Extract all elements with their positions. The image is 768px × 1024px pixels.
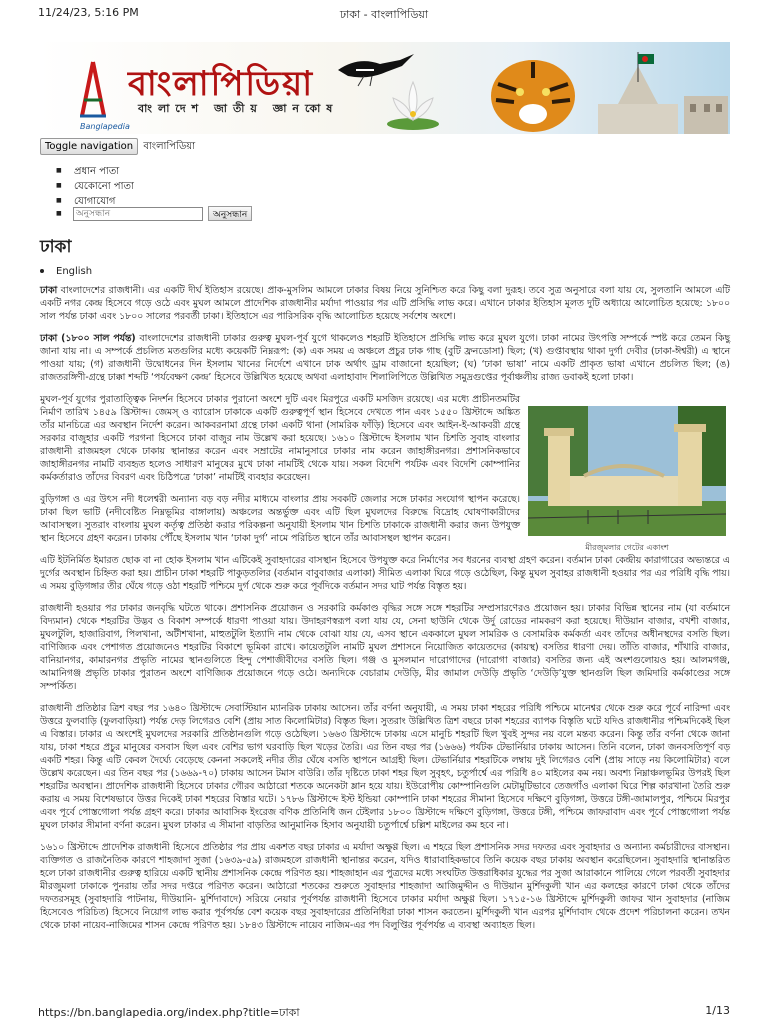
intro-text: বাংলাদেশের রাজধানী। এর একটি দীর্ঘ ইতিহাস রয়েছে। প্রাক-মুসলিম আমলে ঢাকার বিষয় নিয়ে সুনিশ্চিত করে কিছু বলা দুরূহ। তবে সুত্র অনুসারে বলা যায় যে, সুলতানি আমলে এটি একটি নগর কেন্দ্র হিসেবে গড়ে ওঠে এবং মুঘল আমলে প্রাদেশিক রাজধানীর মর্যাদা পাওয়ার পর এটি প্রসিদ্ধি লাভ করে। এখানে ঢাকার ইতিহাস মূলত দুটি অধ্যায়ে আলোচিত হয়েছে: ১৮০০ সাল পর্যন্ত ঢাকা এবং ১৮০০ সালের পরবর্তী ঢাকা। ইতিহাসে এর পারিসরিক বৃদ্ধি আলোচিত হয়েছে সর্বশেষ অংশে। [40, 285, 730, 322]
bullet-icon [40, 269, 44, 273]
print-page-title: ঢাকা - বাংলাপিডিয়া [339, 8, 429, 21]
nav-item-contact[interactable]: ■ যোগাযোগ [56, 194, 134, 209]
section-paragraph [40, 332, 730, 384]
paragraph-4: রাজধানী হওয়ার পর ঢাকার জনবৃদ্ধি ঘটতে থাকে। প্রশাসনিক প্রয়োজন ও সরকারি কর্মকাণ্ড বৃদ্ধির সঙ্গে সঙ্গে শহরটির সম্প্রসারণেরও প্রয়োজন হয়। ঢাকার বিভিন্ন স্থানের নাম (যা বর্তমানে বিদ্যমান) থেকে শহরটির উদ্ভব ও বিকাশ সম্পর্কে ধারণা পাওয়া যায়। উদাহরণস্বরূপ বলা যায় যে, সেনা ছাউনি থেকে উর্দু রোডের নামকরণ করা হয়েছে। দীউয়ান বাজার, বখশী বাজার, মুঘলটুলি, হাজারিবাগ, পিলখানা, অটীশখানা, মাহুতটুলি ইত্যাদি নাম থেকে বোঝা যায় যে, এসব স্থানে এককালে মুঘল সামরিক ও বেসামরিক কর্মকর্তা এবং তাঁদের অধীনস্থদের বসতি ছিল। বাণিজ্যিক এবং পেশাগত প্রয়োজনেও শহরটির বিকাশে ভূমিকা রাখে। কায়েতটুলি নামটি মুঘল প্রশাসনে নিয়োজিত কায়েতদের (কায়স্থ) বসতির ধারণা দেয়। তাঁতি বাজার, শাঁখারি বাজার, বানিয়ানগর, কামারনগর প্রভৃতি নামের স্থানগুলিতে হিন্দু পেশাজীবীদের বসতি ছিল। গঞ্জ ও মুসলমান দারোগাদের (দারোগা বাজার) বসতির জন্য এই অংশগুলোয়ও হয়। আলমগঞ্জ, আমানিগঞ্জ প্রভৃতি ঢাকার পুরাতন অংশে বাণিজ্যিক প্রয়োজনে গড়ে ওঠে। অন্যদিকে বেচারাম দেউড়ি, মীর জামাল দেউড়ি প্রভৃতি ‘দেউড়ি’যুক্ত স্থানগুলি ছিল জমিদারি কর্মকাণ্ডের সঙ্গে সম্পর্কিত। [40, 603, 730, 692]
banner-small-logo-text: Banglapedia [80, 122, 130, 131]
nav-menu [56, 164, 134, 209]
search-row [56, 206, 252, 221]
banglapedia-logo-icon [78, 60, 108, 120]
banner-title: বাংলাপিডিয়া [128, 64, 315, 104]
mir-jumla-gate-photo[interactable] [528, 406, 726, 536]
paragraph-6: ১৬১০ খ্রিস্টাব্দে প্রাদেশিক রাজধানী হিসেবে প্রতিষ্ঠার পর প্রায় একশত বছর ঢাকার এ মর্যাদা অক্ষুণ্ণ ছিল। এ শহরে ছিল প্রশাসনিক সদর দফতর এবং সুবাহদার ও অন্যান্য কর্মচারীদের বাসস্থান। ব্যক্তিগত ও রাজনৈতিক কারণে শাহজাদা সুজা (১৬৩৯-৫৯) রাজমহলে রাজধানী স্থানান্তর করেন, যদিও ধারাবাহিকভাবে তিনি কয়েক বছর ঢাকায় অবস্থান করেছিলেন। সুবাহদারি স্থানান্তরিত হলে ঢাকা রাজধানীর গুরুত্ব হারিয়ে একটি স্থানীয় প্রশাসনিক কেন্দ্রে পরিণত হয়। শাহজাহান এর পুত্রদের মধ্যে সংঘটিত উত্তরাধিকার যুদ্ধের পর সুজা আরাকানে পালিয়ে গেলে পরবর্তী সুবাহদার মীরজুমলা ঢাকাকে পুনরায় তাঁর সদর দপ্তরে পরিণত করেন। আঠারো শতকের শুরুতে সুবাহদার শাহজাদা আজিমুদ্দীন ও দীউয়ান মুর্শিদকুলী খান এর কলহের কারণে ঢাকা থেকে তাঁদের দফতরসমূহ (সুবাহদারি পাটনায়, দীউয়ানি- মুর্শিদাবাদে) সরিয়ে নেয়ার পূর্বপর্যন্ত রাজধানী হিসেবে ঢাকার মর্যাদা অক্ষুণ্ণ ছিল। ১৭১৫-১৬ খ্রিস্টাব্দে মুর্শিদকুলী জাফর খান সুবাহদার (নাজিম হিসেবেও পরিচিত) হিসেবে নিয়োগ লাভ করার পূর্বপর্যন্ত বেশ কয়েক বছর সুবাহদারের প্রতিনিধিরা ঢাকা শাসন করতেন। মুর্শিদকুলী খান এরপর মুর্শিদাবাদ থেকে প্রদেশ পরিচালনা করেন। তখন থেকে ঢাকা নায়েব-নাজিমের শাসন কেন্দ্রে পরিণত হয়। ১৮৪৩ খ্রিস্টাব্দে নায়েব নাজিম-এর পদ বিলুপ্তির পূর্বপর্যন্ত এ ব্যবস্থা অব্যাহত ছিল। [40, 842, 730, 931]
search-button[interactable]: অনুসন্ধান [208, 206, 252, 221]
site-name-link[interactable]: বাংলাপিডিয়া [143, 141, 196, 152]
print-page-counter: 1/13 [705, 1004, 730, 1017]
nav-item-main-page[interactable]: ■ প্রধান পাতা [56, 164, 134, 179]
intro-bold: ঢাকা [40, 285, 58, 296]
language-link-english[interactable]: English [56, 266, 93, 277]
list-bullet-icon: ■ [56, 210, 62, 217]
article-title: ঢাকা [40, 237, 72, 257]
national-parliament-icon [558, 52, 728, 134]
site-banner[interactable] [38, 42, 730, 134]
paragraph-5: রাজধানী প্রতিষ্ঠার ত্রিশ বছর পর ১৬৪০ খ্রিস্টাব্দে সেবাস্টিয়ান ম্যানরিক ঢাকায় আসেন। তাঁর বর্ণনা অনুযায়ী, এ সময় ঢাকা শহরের পরিধি পশ্চিমে মানেশ্বর থেকে শুরু করে পূর্বে নারিন্দা এবং উত্তরে ফুলবাড়ি (ফুলবাড়িয়া) পর্যন্ত দেড় লিগেরও বেশি (প্রায় সাত কিলোমিটার) বিস্তৃত ছিল। সুতরাং উল্লিখিত ত্রিশ বছরে ঢাকা শহরের ব্যাপক বিস্তৃতি ঘটে যদিও রাজধানীর পশ্চিমদিকেই ছিল এ বিস্তার। ঢাকার এ অংশেই মুঘলদের সরকারি প্রতিষ্ঠানগুলি গড়ে ওঠেছিল। ১৬৬৩ খ্রিস্টাব্দে ঢাকায় এসে মানুচি শহরটি ছিল খুবই সুন্দর নয় বলে মন্তব্য করেন। কিন্তু তাঁর বর্ণনা থেকে জানা যায়, ঢাকা শহরে প্রচুর মানুষের বসবাস ছিল এবং বেশির ভাগ ঘরবাড়ি ছিল খড়ের তৈরি। এর তিন বছর পর (১৬৬৬) পর্যটক টেভার্নিয়ার ঢাকায় আসেন। তিনি বলেন, ঢাকা জনবসতিপূর্ণ বড় একটি শহর। কিন্তু এটি কেবল দৈর্ঘ্যে বেড়েছে কেননা সকলেই নদীর তীর ঘেঁষে বসতি স্থাপনে আগ্রহী ছিল। টেভার্নিয়ার শহরটিকে লম্বায় দুই লিগেরও বেশি (প্রায় সাড়ে নয় কিলোমিটার) বলে উল্লেখ করেছেন। এর তিন বছর পর (১৬৬৯-৭০) ঢাকায় আসেন টমাস বাউরি। তাঁর দৃষ্টিতে ঢাকা শহর ছিল সুবৃহৎ, চতুর্পার্শ্বে এর পরিধি ৪০ মাইলের কম নয়। অবশ্য নিম্নাঞ্চলভূমির উপরই ছিল শহরটির অবস্থান। প্রাদেশিক রাজধানী হিসেবে ঢাকার গৌরব আঠারো শতকে অনেকটা ম্লান হয়ে যায়। ইউরোপীয় কোম্পানিগুলি মেটামুটিভাবে তেজগাঁও এলাকা ঘিরে শিল্প কারখানা তৈরি শুরু করায় এ সময় বিশেষভাবে উত্তর দিকেই ঢাকা শহরের বিস্তার ঘটে। ১৭৮৬ খ্রিস্টাব্দে ইস্ট ইন্ডিয়া কোম্পানি ঢাকা শহরের সীমানা হিসেবে দক্ষিণে বুড়িগঙ্গা, উত্তরে টঙ্গী-জামালপুর, পশ্চিমে মিরপুর এবং পূর্বে পোস্তগোলা পর্যন্ত গ্রহণ করে। ঢাকার আবাসিক ইংরেজ বণিক প্রতিনিধি জন টেইলার ১৮০০ খ্রিস্টাব্দে দক্ষিণে বুড়িগঙ্গা, উত্তরে টঙ্গী, পশ্চিমে জাফরাবাদ এবং পূর্বে পোস্তগোলা পর্যন্ত মুঘল ঢাকার সীমানা বর্ণনা করেন। মুঘল ঢাকার এ সীমানা বাড়তির আনুমানিক হিসাব অনুযায়ী চতুর্পার্শ্বে চল্লিশ মাইলের কম হবে না। [40, 703, 730, 831]
print-url: https://bn.banglapedia.org/index.php?title=ঢাকা [38, 1006, 300, 1019]
intro-paragraph [40, 284, 730, 323]
section-text: বাংলাদেশের রাজধানী ঢাকার গুরুত্ব মুঘল-পূর্ব যুগে থাকলেও শহরটি ইতিহাসে প্রসিদ্ধি লাভ করে মুঘল যুগে। ঢাকা নামের উৎপত্তি সম্পর্কে স্পষ্ট করে তেমন কিছু জানা যায় না। এ সম্পর্কে প্রচলিত মতগুলির মধ্যে কয়েকটি নিম্নরূপ: (ক) এক সময় এ অঞ্চলে প্রচুর ঢাক গাছ (বুটি ফ্রনডোসা) ছিল; (খ) গুপ্তাবস্থায় থাকা দুর্গা দেবীর (ঢাকা-ঈশ্বরী) এ স্থানে পাওয়া যায়; (গ) রাজধানী উদ্বোধনের দিন ইসলাম খানের নির্দেশে এখানে ঢাক অর্থাৎ ড্রাম বাজানো হয়েছিল; (ঘ) ‘ঢাকা ভাষা’ নামে একটি প্রাকৃত ভাষা এখানে প্রচলিত ছিল; (ঙ) রাজতরঙ্গিণী-গ্রন্থে ঢাক্কা শব্দটি ‘পর্যবেক্ষণ কেন্দ্র’ হিসেবে উল্লিখিত হয়েছে অথবা এলাহাবাদ শিলালিপিতে উল্লিখিত সমুদ্রগুপ্তের পূর্বাঞ্চলীয় রাজ্য ডবাকই হলো ঢাকা। [40, 333, 731, 383]
print-datetime: 11/24/23, 5:16 PM [38, 6, 139, 19]
language-link-item [40, 266, 92, 277]
toggle-navigation-button[interactable]: Toggle navigation [40, 138, 138, 155]
article-body [40, 284, 730, 941]
figure-caption: মীরজুমলার গেটের একাংশ [585, 543, 669, 552]
paragraph-3: এটি ইটনির্মিত ইমারত ছোক বা না হোক ইসলাম খান এটিকেই সুবাহদারের বাসস্থান হিসেবে উপযুক্ত করে নির্মাণের সব ধরনের ব্যবস্থা গ্রহণ করেন। বর্তমান ঢাকা কেন্দ্রীয় কারাগারের অভ্যন্তরে এ দুর্গের অবস্থান চিহ্নিত করা হয়। প্রাচীন ঢাকা শহরটি পাকুড়তলির (বর্তমান বাবুবাজার এলাকা) সীমিত এলাকা ঘিরে গড়ে ওঠেছিল, কিন্তু মুঘল সুবাহর রাজধানী হওয়ার পর এর পরিধি বৃদ্ধি পায়। এ সময় বুড়িগঙ্গার তীর ঘেঁষে গড়ে ওঠা শহরটি পশ্চিমে দুর্গ থেকে শুরু করে পূর্বদিকে বর্তমান সদর ঘাট পর্যন্ত বিস্তৃত হয়। [40, 555, 730, 592]
paragraph-2: বুড়িগঙ্গা ও এর উৎস নদী ধলেশ্বরী অন্যান্য বড় বড় নদীর মাধ্যমে বাংলার প্রায় সবকটি জেলার সঙ্গে ঢাকার সংযোগ স্থাপন করেছে। ঢাকা ছিল ভাটি (নদীবেষ্টিত নিম্নভূমির বাঙ্গালায়) অঞ্চলের অন্তর্ভুক্ত এবং এটি ছিল মুঘলদের বিরুদ্ধে বিদ্রোহ ঘোষণাকারীদের আবাসস্থল। সুতরাং বাংলায় মুঘল কর্তৃত্ব প্রতিষ্ঠা করার পরিকল্পনা অনুযায়ী ইসলাম খান চিশতি ঢাকাকে রাজধানী করার জন্য উপযুক্ত স্থান হিসেবে গ্রহণ করেন। ঢাকায় পৌঁছে ইসলাম খান ‘ঢাকা দুর্গ’ নামে পরিচিত স্থানে তাঁর আবাসস্থল স্থাপন করেন। [40, 494, 520, 544]
banner-subtitle: বাংলাদেশ জাতীয় জ্ঞানকোষ [138, 102, 339, 115]
print-header [0, 0, 768, 22]
search-input[interactable] [73, 207, 203, 221]
article-figure [528, 406, 726, 555]
paragraph-1: মুঘল-পূর্ব যুগের পুরাতাত্ত্বিক নিদর্শন হিসেবে ঢাকার পুরানো অংশে দুটি এবং মিরপুরে একটি মসজিদ রয়েছে। এর মধ্যে প্রাচীনতমটির নির্মাণ তারিখ ১৪৫৯ খ্রিস্টাব্দ। জেমস্ ও ব্যারোস ঢাকাকে একটি গুরুত্বপূর্ণ স্থান হিসেবে দেখতে পান এবং ১৫৫০ খ্রিস্টাব্দে অঙ্কিত তাঁর মানচিত্রে এর অবস্থান নির্দেশ করেন। আকবরনামা গ্রন্থে ঢাকা একটি থানা (সামরিক ফাঁড়ি) হিসেবে এবং আইন-ই-আকবরী গ্রন্থে সরকার বাজুহার একটি পরগনা হিসেবে ঢাকা বাজুর নাম উল্লেখ করা হয়েছে। ১৬১০ খ্রিস্টাব্দে ইসলাম খান চিশতি সুবাহ বাংলার রাজধানী রাজমহল থেকে ঢাকায় স্থানান্তর করেন এবং সম্রাটের নামানুসারে ঢাকার নাম করেন জাহাঙ্গীরনগর। প্রশাসনিকভাবে জাহাঙ্গীরনগর নামটি ব্যবহৃত হলেও সাধারণ মানুষের মুখে ঢাকা নামটিই থেকে যায়। সকল বিদেশি পর্যটক এবং বিদেশি কোম্পানির কর্মকর্তারাও তাঁদের বিবরণ এবং চিঠিপত্রে ‘ঢাকা’ নামটিই ব্যবহার করেছেন। [40, 394, 520, 483]
nav-item-random-page[interactable]: ■ যেকোনো পাতা [56, 179, 134, 194]
toolbar [40, 138, 195, 156]
section-heading: ঢাকা (১৮০০ সাল পর্যন্ত) [40, 333, 136, 344]
print-footer [0, 1002, 768, 1024]
water-lily-icon [383, 76, 443, 132]
